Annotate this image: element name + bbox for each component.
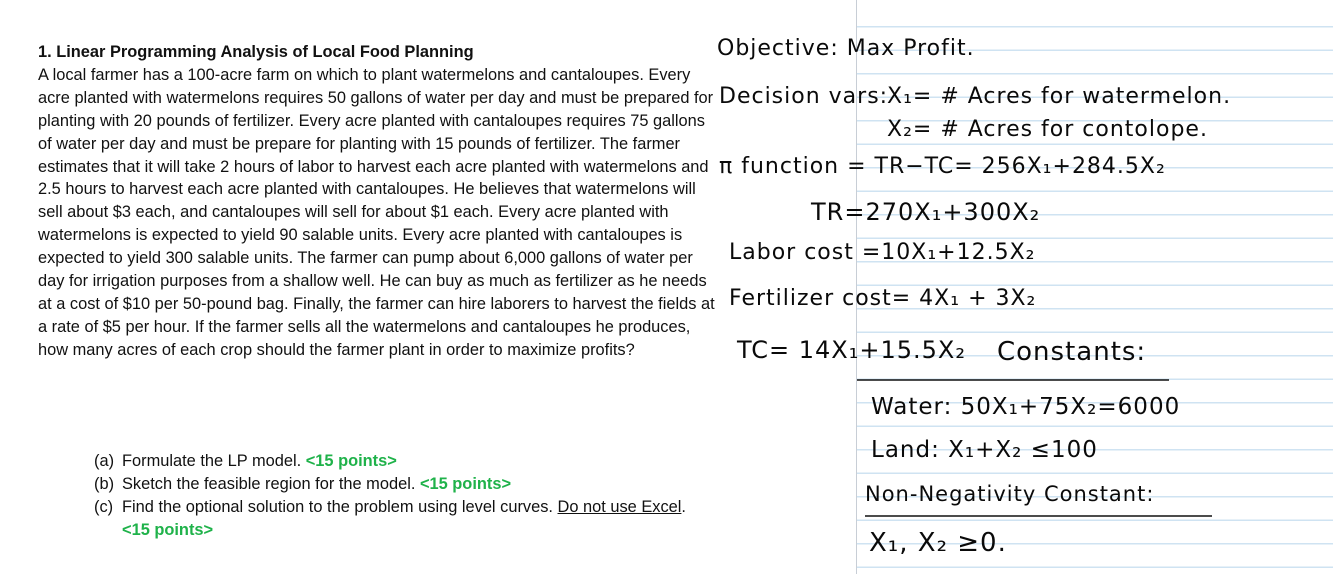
x2-definition: X₂= # Acres for contolope. (887, 117, 1208, 142)
profit-function: π function = TR−TC= 256X₁+284.5X₂ (719, 154, 1166, 179)
part-label: (b) (94, 474, 115, 493)
points-badge: <15 points> (122, 520, 214, 539)
underlined-instruction: Do not use Excel (557, 497, 682, 516)
part-text: Sketch the feasible region for the model. (122, 474, 420, 493)
objective-line: Objective: Max Profit. (717, 36, 975, 61)
part-text-end: . (681, 497, 686, 516)
problem-parts (94, 450, 714, 542)
part-label: (c) (94, 497, 114, 516)
problem-title: 1. Linear Programming Analysis of Local Food Planning (38, 43, 474, 61)
points-badge: <15 points> (305, 452, 397, 470)
total-revenue: TR=270X₁+300X₂ (811, 198, 1041, 226)
part-a (94, 450, 714, 473)
total-cost: TC= 14X₁+15.5X₂ (737, 336, 966, 364)
decision-vars-label: Decision vars: (719, 84, 889, 109)
x1-definition: X₁= # Acres for watermelon. (887, 84, 1232, 109)
nonnegativity-constraint: X₁, X₂ ≥0. (869, 528, 1007, 558)
nonnegativity-label: Non-Negativity Constant: (865, 482, 1155, 506)
problem-statement (38, 41, 718, 362)
constants-title: Constants: (997, 337, 1147, 367)
part-text: Find the optional solution to the problem using level curves. (122, 497, 558, 516)
handwritten-notes-pane (717, 0, 1333, 574)
land-constraint: Land: X₁+X₂ ≤100 (871, 437, 1098, 463)
fertilizer-cost: Fertilizer cost= 4X₁ + 3X₂ (729, 286, 1037, 311)
points-badge: <15 points> (419, 474, 512, 493)
part-c (94, 496, 714, 542)
part-text: Formulate the LP model. (122, 452, 306, 470)
labor-cost: Labor cost =10X₁+12.5X₂ (729, 240, 1036, 265)
water-constraint: Water: 50X₁+75X₂=6000 (871, 394, 1181, 420)
problem-body: A local farmer has a 100-acre farm on which to plant watermelons and cantaloupes. Every acre planted with watermelons requires 50 gallons of water per day and must be prepared for planting with 20 pounds of fertilizer. Every acre planted with cantaloupes requires 75 gallons of water per day and must be prepare for planting with 15 pounds of fertilizer. The farmer estimates that it will take 2 hours of labor to harvest each acre planted with watermelons and 2.5 hours to harvest each acre planted with cantaloupes. He believes that watermelons will sell about $3 each, and cantaloupes will sell for about $1 each. Every acre planted with watermelons is expected to yield 90 salable units. Every acre planted with cantaloupes is expected to yield 300 salable units. The farmer can pump about 6,000 gallons of water per day for irrigation purposes from a shallow well. He can buy as much as fertilizer as he needs at a cost of $10 per 50-pound bag. Finally, the farmer can hire laborers to harvest the fields at a rate of $5 per hour. If the farmer sells all the watermelons and cantaloupes he produces, how many acres of each crop should the farmer plant in order to maximize profits? (38, 65, 715, 359)
part-b (94, 473, 714, 496)
part-label: (a) (94, 452, 115, 470)
